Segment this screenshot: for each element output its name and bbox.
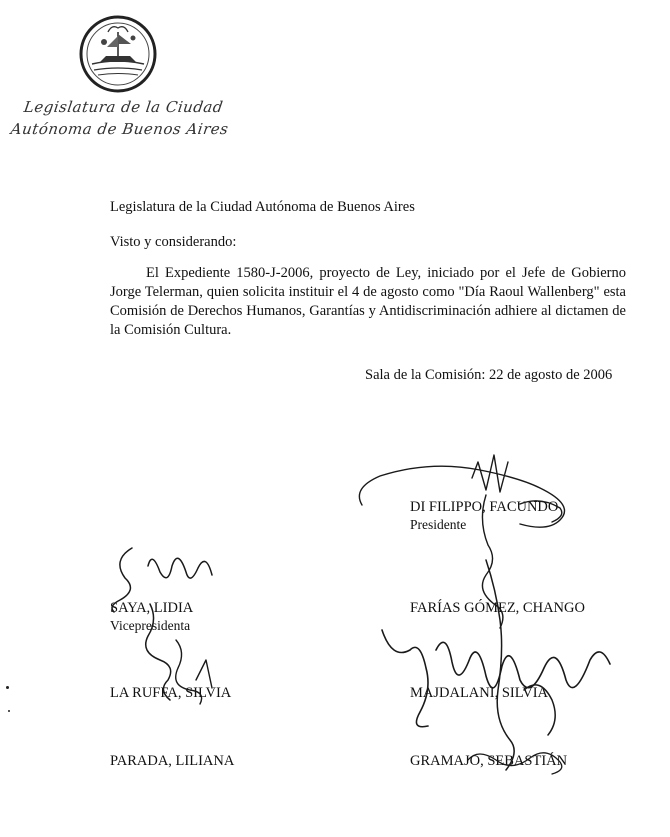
signatory-laruffa	[110, 684, 231, 702]
signatory-saya	[110, 599, 193, 634]
signatory-name: PARADA, LILIANA	[110, 753, 235, 769]
signatory-parada	[110, 752, 234, 770]
addressee-line: Legislatura de la Ciudad Autónoma de Buenos Aires	[110, 199, 415, 215]
place-date-line: Sala de la Comisión: 22 de agosto de 2006	[365, 367, 613, 383]
signatory-gramajo	[410, 752, 567, 770]
institution-header	[0, 96, 237, 146]
signatory-difilippo	[410, 498, 558, 533]
signatory-name: FARÍAS GÓMEZ, CHANGO	[410, 600, 585, 616]
city-seal-emblem	[78, 14, 158, 94]
signatory-name: SAYA, LIDIA	[110, 600, 194, 616]
signatory-role: Presidente	[410, 517, 467, 532]
signatory-name: LA RUFFA, SILVIA	[110, 685, 232, 701]
institution-line-1: Legislatura de la Ciudad	[22, 98, 225, 116]
signatory-name: MAJDALANI, SILVIA	[410, 685, 549, 701]
scan-speck	[6, 686, 9, 689]
signatory-farias	[410, 599, 585, 617]
institution-line-2: Autónoma de Buenos Aires	[9, 120, 230, 138]
signatory-role: Vicepresidenta	[110, 618, 191, 633]
scan-speck	[8, 710, 10, 712]
main-paragraph: El Expediente 1580-J-2006, proyecto de Ley, iniciado por el Jefe de Gobierno Jorge Telerman, quien solicita instituir el 4 de agosto como "Día Raoul Wallenberg" esta Comisión de Derechos Humanos, Garantías y Antidiscriminación adhiere al dictamen de la Comisión Cultura.	[110, 265, 626, 338]
signatory-name: GRAMAJO, SEBASTIÁN	[410, 753, 568, 769]
signature-majdalani	[486, 560, 555, 770]
signature-farias	[382, 630, 610, 727]
visto-considerando: Visto y considerando:	[110, 234, 237, 250]
signatory-majdalani	[410, 684, 548, 702]
signatory-name: DI FILIPPO, FACUNDO	[410, 499, 559, 515]
